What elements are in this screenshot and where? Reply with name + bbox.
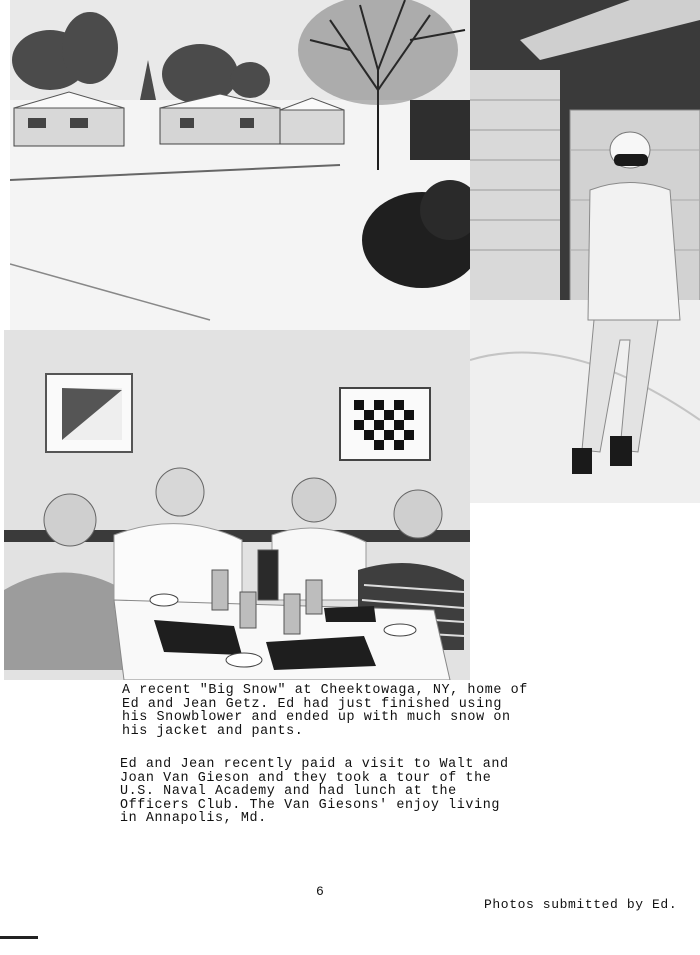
page-number: 6 [316, 884, 324, 899]
dinner-photo [4, 330, 470, 680]
snow-covered-man-image [470, 0, 700, 503]
snow-caption: A recent "Big Snow" at Cheektowaga, NY, home of Ed and Jean Getz. Ed had just finished using his Snowblower and ended up with much snow on his jacket and pants. [122, 683, 528, 739]
dinner-image [4, 330, 470, 680]
snowy-street-image [10, 0, 472, 330]
snow-covered-man-photo [470, 0, 700, 503]
visit-caption: Ed and Jean recently paid a visit to Walt and Joan Van Gieson and they took a tour of the U.S. Naval Academy and had lunch at the Officers Club. The Van Giesons' enjoy living in Annapolis, Md. [120, 757, 509, 827]
snowy-street-photo [10, 0, 472, 330]
photo-credit: Photos submitted by Ed. [484, 897, 678, 912]
scan-edge-mark [0, 936, 38, 939]
